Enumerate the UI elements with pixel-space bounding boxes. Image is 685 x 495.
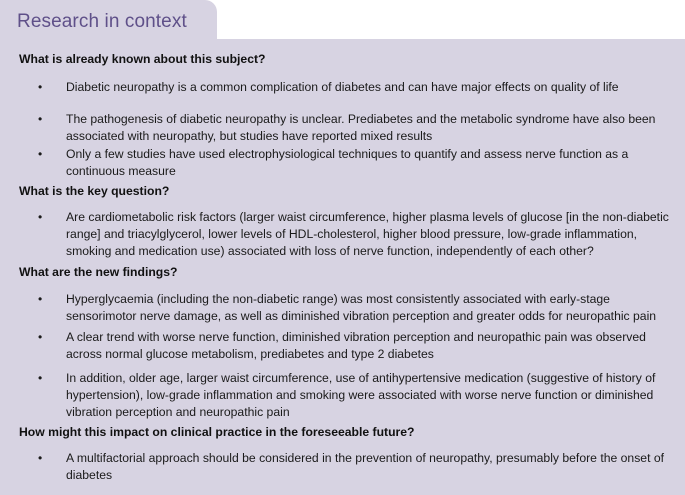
bullet-glyph: • (38, 330, 43, 344)
bullet-glyph: • (38, 451, 43, 465)
bullet-glyph: • (38, 210, 43, 224)
list-item-text: A multifactorial approach should be considered in the prevention of neuropathy, presumably before the onset of diabetes (66, 451, 665, 482)
list-item-text: Hyperglycaemia (including the non-diabetic range) was most consistently associated with early-stage sensorimotor nerve damage, as well as diminished vibration perception and greater odds for neuropathic pain (66, 292, 657, 323)
section-question: What are the new findings? (19, 265, 178, 279)
section-question: How might this impact on clinical practice in the foreseeable future? (19, 425, 415, 439)
content-box (0, 39, 685, 495)
panel-title: Research in context (17, 11, 187, 32)
bullet-glyph: • (38, 147, 43, 161)
section-question: What is the key question? (19, 184, 170, 198)
list-item-text: In addition, older age, larger waist circumference, use of antihypertensive medication (suggestive of history of hypertension), low-grade inflammation and smoking were associated with worse nerve function or diminished vibration perception and neuropathic pain (66, 371, 656, 419)
list-item-text: Only a few studies have used electrophysiological techniques to quantify and assess nerve function as a continuous measure (66, 147, 629, 178)
header-tab (0, 0, 217, 40)
list-item-text: The pathogenesis of diabetic neuropathy is unclear. Prediabetes and the metabolic syndrome have also been associated with neuropathy, but studies have reported mixed results (66, 112, 656, 143)
bullet-glyph: • (38, 292, 43, 306)
list-item-text: Diabetic neuropathy is a common complication of diabetes and can have major effects on quality of life (66, 80, 619, 94)
list-item-text: Are cardiometabolic risk factors (larger waist circumference, higher plasma levels of glucose [in the non-diabetic range] and triacylglycerol, lower levels of HDL-cholesterol, higher blood pressure, low-grade inflammation, smoking and medication use) associated with loss of nerve function, independently of each other? (66, 210, 669, 258)
bullet-glyph: • (38, 80, 43, 94)
list-item-text: A clear trend with worse nerve function, diminished vibration perception and neuropathic pain was observed across normal glucose metabolism, prediabetes and type 2 diabetes (66, 330, 646, 361)
bullet-glyph: • (38, 112, 43, 126)
bullet-glyph: • (38, 371, 43, 385)
section-question: What is already known about this subject? (19, 52, 266, 66)
